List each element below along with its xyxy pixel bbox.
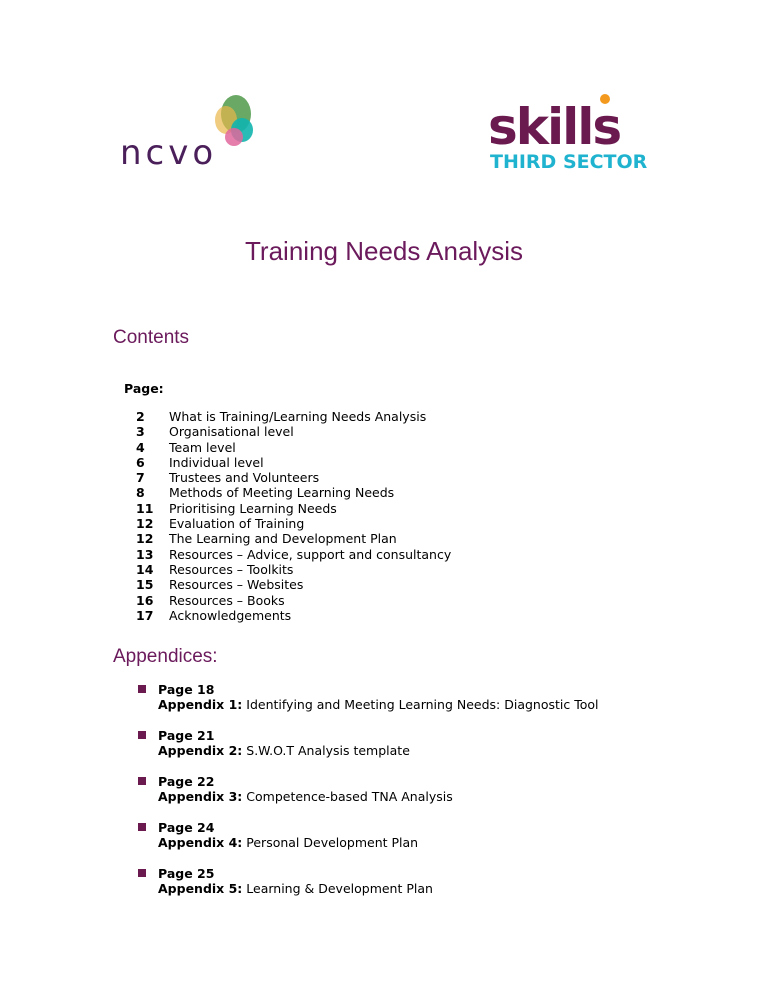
appendix-title: Competence-based TNA Analysis bbox=[242, 789, 453, 805]
toc-entry[interactable] bbox=[136, 516, 451, 531]
contents-heading: Contents bbox=[113, 327, 190, 348]
toc-entry-text: Prioritising Learning Needs bbox=[169, 500, 337, 516]
toc-entry-text: Team level bbox=[169, 439, 236, 455]
toc-entry[interactable] bbox=[136, 424, 451, 439]
toc-page-number: 12 bbox=[136, 516, 154, 532]
toc-page-number: 6 bbox=[136, 454, 145, 470]
toc-entry[interactable] bbox=[136, 409, 451, 424]
toc-entry-text: Individual level bbox=[169, 454, 264, 470]
toc-entry-text: Evaluation of Training bbox=[169, 516, 305, 532]
toc-entry-text: Resources – Books bbox=[169, 592, 285, 608]
toc-entry-text: The Learning and Development Plan bbox=[169, 531, 397, 547]
appendix-title: Identifying and Meeting Learning Needs: Diagnostic Tool bbox=[242, 697, 599, 713]
toc-entry[interactable] bbox=[136, 501, 451, 516]
toc-page-number: 4 bbox=[136, 439, 145, 455]
appendix-page: Page 21 bbox=[158, 728, 215, 743]
toc-page-number: 13 bbox=[136, 546, 154, 562]
toc-entry-text: Resources – Websites bbox=[169, 577, 304, 593]
appendix-page: Page 22 bbox=[158, 774, 215, 789]
table-of-contents bbox=[136, 409, 451, 623]
appendix-label: Appendix 5: bbox=[158, 881, 243, 897]
square-bullet-icon bbox=[138, 685, 146, 693]
appendices-list bbox=[138, 682, 599, 912]
square-bullet-icon bbox=[138, 869, 146, 877]
toc-page-number: 7 bbox=[136, 470, 145, 486]
toc-entry-text: Resources – Toolkits bbox=[169, 561, 294, 577]
toc-page-number: 15 bbox=[136, 577, 154, 593]
toc-page-number: 14 bbox=[136, 561, 154, 577]
appendix-page: Page 24 bbox=[158, 820, 215, 835]
toc-page-number: 17 bbox=[136, 607, 154, 623]
square-bullet-icon bbox=[138, 731, 146, 739]
toc-entry[interactable] bbox=[136, 470, 451, 485]
appendices-heading: Appendices: bbox=[113, 646, 218, 667]
toc-entry[interactable] bbox=[136, 577, 451, 592]
square-bullet-icon bbox=[138, 777, 146, 785]
ncvo-logo bbox=[118, 92, 263, 172]
toc-page-number: 2 bbox=[136, 409, 145, 424]
toc-page-number: 8 bbox=[136, 485, 145, 501]
toc-entry-text: Organisational level bbox=[169, 424, 294, 440]
toc-page-number: 16 bbox=[136, 592, 154, 608]
appendix-item[interactable] bbox=[138, 774, 599, 820]
toc-entry[interactable] bbox=[136, 608, 451, 623]
appendix-label: Appendix 2: bbox=[158, 743, 243, 759]
toc-entry-text: Trustees and Volunteers bbox=[169, 470, 320, 486]
svg-text:skills: skills bbox=[488, 98, 621, 156]
appendix-label: Appendix 4: bbox=[158, 835, 243, 851]
appendix-title: S.W.O.T Analysis template bbox=[242, 743, 410, 759]
appendix-page: Page 25 bbox=[158, 866, 215, 881]
page-label: Page: bbox=[124, 381, 164, 396]
svg-text:ncvo: ncvo bbox=[120, 133, 218, 172]
toc-entry[interactable] bbox=[136, 531, 451, 546]
appendix-label: Appendix 1: bbox=[158, 697, 243, 713]
appendix-item[interactable] bbox=[138, 866, 599, 912]
toc-page-number: 11 bbox=[136, 500, 154, 516]
svg-text:THIRD SECTOR: THIRD SECTOR bbox=[490, 151, 648, 172]
document-title: Training Needs Analysis bbox=[245, 236, 523, 266]
appendix-item[interactable] bbox=[138, 820, 599, 866]
skills-third-sector-logo bbox=[488, 92, 658, 172]
toc-entry-text: Resources – Advice, support and consultancy bbox=[169, 546, 452, 562]
square-bullet-icon bbox=[138, 823, 146, 831]
appendix-item[interactable] bbox=[138, 728, 599, 774]
appendix-title: Personal Development Plan bbox=[242, 835, 419, 851]
toc-entry-text: Acknowledgements bbox=[169, 607, 292, 623]
toc-entry[interactable] bbox=[136, 485, 451, 500]
toc-entry-text: What is Training/Learning Needs Analysis bbox=[169, 409, 427, 424]
toc-entry[interactable] bbox=[136, 440, 451, 455]
appendix-title: Learning & Development Plan bbox=[242, 881, 433, 897]
toc-entry[interactable] bbox=[136, 547, 451, 562]
appendix-item[interactable] bbox=[138, 682, 599, 728]
toc-entry[interactable] bbox=[136, 455, 451, 470]
toc-entry-text: Methods of Meeting Learning Needs bbox=[169, 485, 395, 501]
toc-entry[interactable] bbox=[136, 593, 451, 608]
appendix-label: Appendix 3: bbox=[158, 789, 243, 805]
toc-page-number: 12 bbox=[136, 531, 154, 547]
appendix-page: Page 18 bbox=[158, 682, 215, 697]
toc-page-number: 3 bbox=[136, 424, 145, 440]
toc-entry[interactable] bbox=[136, 562, 451, 577]
